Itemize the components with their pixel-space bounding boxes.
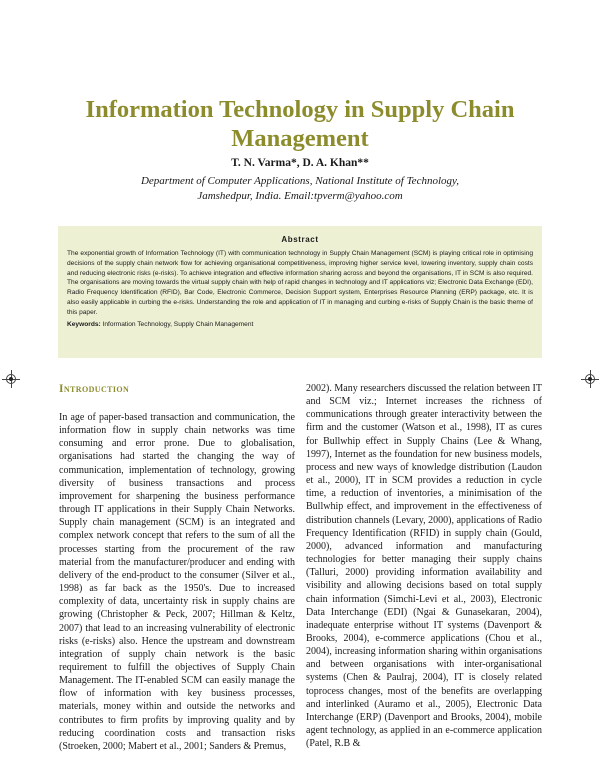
left-column <box>59 382 295 753</box>
introduction-left-text: In age of paper-based transaction and communication, the information flow in supply chain networks was time consuming and error prone. Due to globalisation, organisations had started the changing the way of communication, implementation of technology, growing diversity of business transactions and process improvement for sharpening the business performance through IT applications in their Supply Chain Networks. Supply chain management (SCM) is an integrated and complex network concept that refers to the sum of all the processes starting from the procurement of the raw material from the manufacturer/producer and ending with delivery of the end-product to the consumer (Silver et al., 1998) as far back as the 1950's. Due to increased complexity of data, uncertainty risk in supply chains are growing (Christopher & Peck, 2007; Hillman & Keltz, 2007) that lead to an increasing vulnerability of electronic risks (e-risks) also. Hence the upstream and downstream integration of supply chain network is the basic requirement to fulfill the objectives of Supply Chain Management. The IT-enabled SCM can easily manage the flow of information with key business processes, materials, money within and outside the networks and contributes to firm profits by improving quality and by reducing coordination costs and transaction risks (Stroeken, 2000; Mabert et al., 2001; Sanders & Premus, <box>59 412 295 752</box>
introduction-right-text: 2002). Many researchers discussed the relation between IT and SCM viz.; Internet increases the richness of communications through greater interactivity between the firm and the customer (Watson et al., 1998), IT as cures for Bullwhip effect in Supply Chains (Lee & Whang, 1997), Internet as the foundation for new business models, process and new ways of knowledge distribution (Laudon et al., 2000), IT in SCM provides a reduction in cycle time, a reduction of inventories, a minimisation of the Bullwhip effect, and improvement in the effectiveness of distribution channels (Levary, 2000), applications of Radio Frequency Identification (RFID) in supply chain (Gould, 2000), advanced information and manufacturing technologies for better managing their supply chains (Talluri, 2000) providing information availability and visibility and allowing decisions based on total supply chain information (Simchi-Levi et al., 2003), Electronic Data Interchange (EDI) (Ngai & Gunasekaran, 2004), inadequate enterprise without IT systems (Davenport & Brooks, 2004), e-commerce applications (Chou et al., 2004), increasing information sharing within organisations and between organisations with inter-organisational systems (Chen & Paulraj, 2004), IT is closely related toprocess changes, most of the benefits are overlapping and interlinked (Auramo et al., 2005), Electronic Data Interchange (ERP) (Davenport and Brooks, 2004), mobile agent technology, as applied in an e-commerce application (Patel, R.B & <box>306 383 542 750</box>
abstract-box <box>58 226 542 358</box>
affiliation-line-1: Department of Computer Applications, National Institute of Technology, <box>140 175 460 187</box>
abstract-heading: Abstract <box>281 235 319 244</box>
affiliation <box>60 174 540 203</box>
registration-mark-icon <box>584 373 596 385</box>
keywords-label: Keywords: <box>67 320 101 328</box>
section-heading-introduction: Introduction <box>59 383 130 395</box>
abstract-text: The exponential growth of Information Technology (IT) with communication technology in Supply Chain Management (SCM) is playing critical role in optimising decisions of the supply chain network flow for achieving organisational competitiveness, improving higher service level, lowering inventory, supply chain costs and reducing electronic risks (e-risks). To achieve integration and effective information sharing across and beyond the organisations, IT in SCM is also required. The organisations are moving towards the virtual supply chain with help of rapid changes in technology and IT applications viz; Electronic Data Exchange (EDI), Radio Frequency Identification (RFID), Bar Code, Electronic Commerce, Decision Support system, Enterprises Resource Planning (ERP) package, etc. It is also easily applicable in curbing the e-risks. Understanding the role and application of IT in managing and curbing e-risks of Supply Chain is the basic theme of this paper. <box>67 250 533 316</box>
paper-title: Information Technology in Supply Chain Management <box>85 96 515 152</box>
keywords-list: Information Technology, Supply Chain Management <box>102 320 254 328</box>
affiliation-line-2: Jamshedpur, India. Email:tpverm@yahoo.com <box>197 189 403 202</box>
registration-mark-icon <box>5 373 17 385</box>
right-column <box>306 382 542 750</box>
paper-authors: T. N. Varma*, D. A. Khan** <box>231 157 369 169</box>
keywords <box>67 320 533 330</box>
